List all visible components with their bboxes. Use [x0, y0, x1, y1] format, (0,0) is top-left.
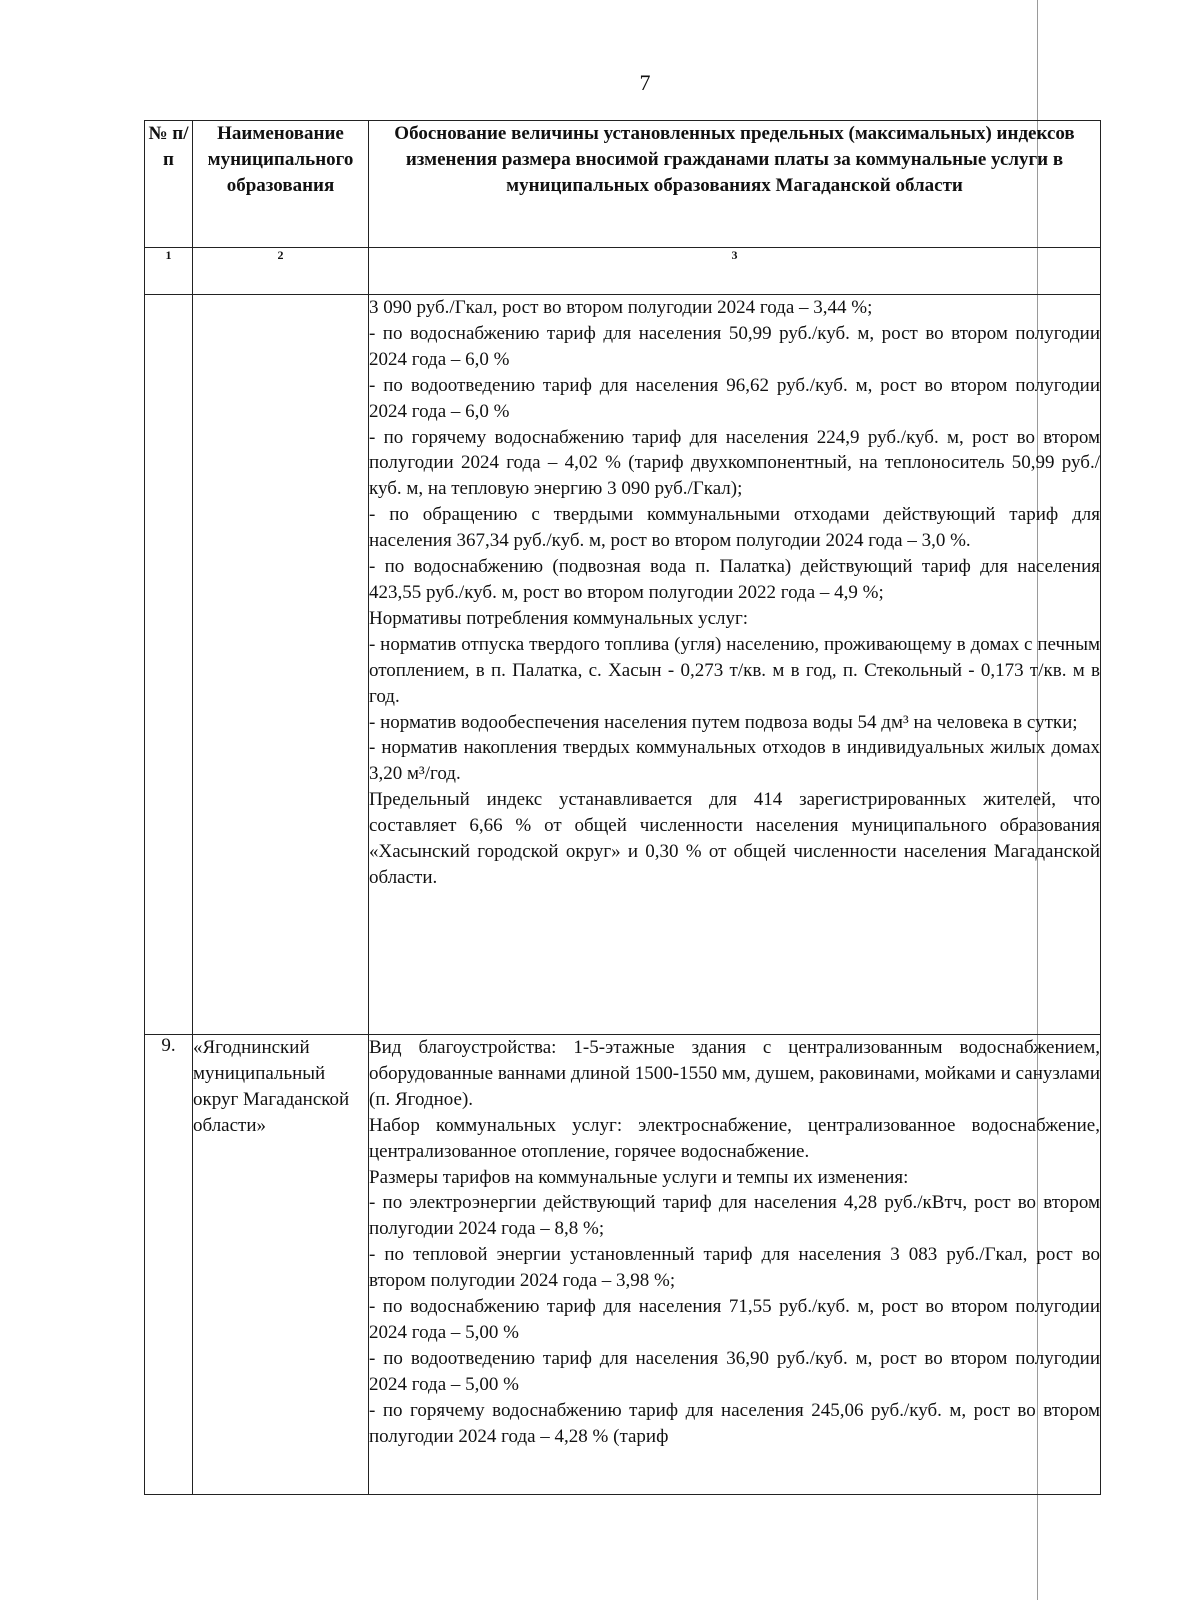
paragraph: - по водоотведению тариф для населения 36,90 руб./куб. м, рост во втором полугодии 2024 года – 5,00 %: [369, 1347, 1100, 1395]
paragraph: Предельный индекс устанавливается для 414 зарегистрированных жителей, что составляет 6,66 % от общей численности населения муниципального образования «Хасынский городской округ» и 0,30 % от общей численности населения Магаданской области.: [369, 789, 1100, 888]
column-number-2: 2: [193, 248, 369, 295]
paragraph: Нормативы потребления коммунальных услуг:: [369, 607, 749, 629]
table-row-9: [145, 1035, 1101, 1495]
paragraph: - по горячему водоснабжению тариф для населения 224,9 руб./куб. м, рост во втором полугодии 2024 года – 4,02 % (тариф двухкомпонентный, на теплоноситель 50,99 руб./куб. м, на тепловую энергию 3 090 руб./Гкал);: [369, 426, 1100, 500]
paragraph: - по водоотведению тариф для населения 96,62 руб./куб. м, рост во втором полугодии 2024 года – 6,0 %: [369, 374, 1100, 422]
paragraph: - норматив отпуска твердого топлива (угля) населению, проживающему в домах с печным отоплением, в п. Палатка, с. Хасын - 0,273 т/кв. м в год, п. Стекольный - 0,173 т/кв. м в год.: [369, 633, 1100, 707]
page-number: 7: [639, 70, 651, 95]
column-numbering-row: [145, 248, 1101, 295]
paragraph: Вид благоустройства: 1-5-этажные здания с централизованным водоснабжением, оборудованные ваннами длиной 1500-1550 мм, душем, раковинами, мойками и санузлами (п. Ягодное).: [369, 1037, 1100, 1110]
paragraph: - по водоснабжению тариф для населения 50,99 руб./куб. м, рост во втором полугодии 2024 года – 6,0 %: [369, 322, 1100, 370]
paragraph: - по водоснабжению тариф для населения 71,55 руб./куб. м, рост во втором полугодии 2024 года – 5,00 %: [369, 1296, 1100, 1343]
paragraph: - по горячему водоснабжению тариф для населения 245,06 руб./куб. м, рост во втором полугодии 2024 года – 4,28 % (тариф: [369, 1399, 1100, 1447]
tariff-table: [144, 120, 1101, 1495]
paragraph: - норматив водообеспечения населения путем подвоза воды 54 дм³ на человека в сутки;: [369, 711, 1078, 733]
column-number-3: 3: [369, 248, 1101, 295]
column-number-1: 1: [145, 248, 193, 295]
paragraph: 3 090 руб./Гкал, рост во втором полугодии 2024 года – 3,44 %;: [369, 297, 873, 318]
row-number: 9.: [145, 1035, 193, 1495]
row-municipality: [193, 295, 369, 1035]
row-justification: [369, 295, 1101, 1035]
row-municipality: «Ягоднинский муниципальный округ Магаданской области»: [193, 1035, 369, 1495]
paragraph: - по водоснабжению (подвозная вода п. Палатка) действующий тариф для населения 423,55 руб./куб. м, рост во втором полугодии 2022 года – 4,9 %;: [369, 556, 1100, 603]
paragraph: - по тепловой энергии установленный тариф для населения 3 083 руб./Гкал, рост во втором полугодии 2024 года – 3,98 %;: [369, 1244, 1100, 1292]
header-number: № п/п: [145, 121, 193, 248]
header-justification: Обоснование величины установленных предельных (максимальных) индексов изменения размера вносимой гражданами платы за коммунальные услуги в муниципальных образованиях Магаданской области: [369, 121, 1101, 248]
table-row-continued: [145, 295, 1101, 1035]
paragraph: - норматив накопления твердых коммунальных отходов в индивидуальных жилых домах 3,20 м³/год.: [369, 737, 1100, 785]
table-header-row: [145, 121, 1101, 248]
paragraph: - по электроэнергии действующий тариф для населения 4,28 руб./кВтч, рост во втором полугодии 2024 года – 8,8 %;: [369, 1192, 1100, 1240]
header-municipality: Наименование муниципального образования: [193, 121, 369, 248]
paragraph: Размеры тарифов на коммунальные услуги и темпы их изменения:: [369, 1166, 909, 1188]
row-justification: [369, 1035, 1101, 1495]
row-number: [145, 295, 193, 1035]
paragraph: - по обращению с твердыми коммунальными отходами действующий тариф для населения 367,34 руб./куб. м, рост во втором полугодии 2024 года – 3,0 %.: [369, 504, 1100, 552]
paragraph: Набор коммунальных услуг: электроснабжение, централизованное водоснабжение, централизованное отопление, горячее водоснабжение.: [369, 1114, 1100, 1162]
